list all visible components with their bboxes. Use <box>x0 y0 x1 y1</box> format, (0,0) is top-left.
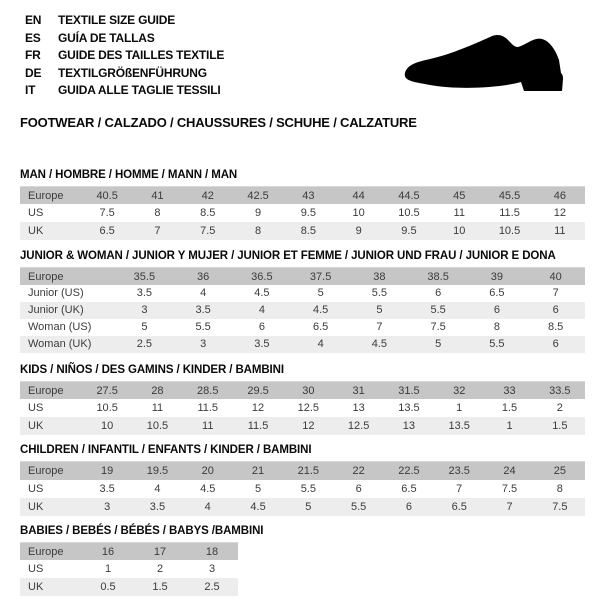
size-cell: 27.5 <box>96 384 118 397</box>
size-cell: 1.5 <box>152 581 168 594</box>
size-cell: 6.5 <box>99 225 115 238</box>
size-cell: 41 <box>151 189 164 202</box>
size-cell: 10 <box>352 207 365 220</box>
size-cell: 6 <box>405 500 412 513</box>
row-label: UK <box>28 581 44 594</box>
row-label: US <box>28 402 44 415</box>
size-cell: 1 <box>456 402 463 415</box>
size-table-babies <box>20 542 238 597</box>
size-cell: 21.5 <box>297 465 320 478</box>
size-cell: 8 <box>556 482 563 495</box>
table-row <box>20 560 238 578</box>
size-cell: 1 <box>506 420 513 433</box>
size-cell: 9 <box>355 225 362 238</box>
table-row <box>20 462 585 480</box>
size-cell: 6 <box>355 482 362 495</box>
size-cell: 3.5 <box>195 304 211 317</box>
row-label: UK <box>28 225 44 238</box>
size-cell: 19.5 <box>146 465 169 478</box>
size-table-kids <box>20 381 585 436</box>
size-cell: 6.5 <box>401 482 417 495</box>
size-cell: 1.5 <box>501 402 518 415</box>
table-row <box>20 268 585 285</box>
size-cell: 4.5 <box>254 287 270 300</box>
size-cell: 39 <box>490 270 503 283</box>
size-cell: 5 <box>141 321 148 334</box>
size-cell: 9 <box>254 207 262 220</box>
table-row <box>20 186 585 204</box>
size-cell: 5 <box>254 482 262 495</box>
row-label: UK <box>28 420 44 433</box>
size-cell: 22 <box>352 465 365 478</box>
size-cell: 31 <box>352 384 365 397</box>
size-cell: 5 <box>376 304 383 317</box>
size-cell: 7 <box>456 482 463 495</box>
size-cell: 29.5 <box>247 384 269 397</box>
size-cell: 2 <box>556 402 563 415</box>
size-cell: 1 <box>104 563 112 576</box>
table-row <box>20 578 238 596</box>
size-table-junior-woman <box>20 267 585 353</box>
row-label: Europe <box>28 189 64 202</box>
row-label: Europe <box>28 545 64 558</box>
size-cell: 4.5 <box>200 482 216 495</box>
size-cell: 7 <box>376 321 383 334</box>
size-cell: 7 <box>506 500 513 513</box>
size-cell: 11 <box>151 402 164 415</box>
section-kids <box>20 364 585 436</box>
size-cell: 5.5 <box>350 500 367 513</box>
size-cell: 38.5 <box>427 270 449 283</box>
size-cell: 6 <box>552 304 559 317</box>
size-cell: 38 <box>373 270 386 283</box>
size-cell: 7.5 <box>501 482 518 495</box>
size-cell: 5 <box>435 338 442 351</box>
size-cell: 32 <box>453 384 466 397</box>
size-cell: 13 <box>352 402 365 415</box>
size-cell: 28.5 <box>197 384 219 397</box>
table-row <box>20 399 585 417</box>
size-cell: 6 <box>258 321 265 334</box>
size-cell: 10 <box>453 225 466 238</box>
size-cell: 3.5 <box>99 482 115 495</box>
size-cell: 3 <box>208 563 216 576</box>
size-cell: 6.5 <box>489 287 505 300</box>
size-cell: 10.5 <box>398 207 420 220</box>
table-row <box>20 498 585 516</box>
size-cell: 11.5 <box>197 402 219 415</box>
size-cell: 18 <box>205 545 219 558</box>
size-cell: 43 <box>302 189 315 202</box>
language-title: TEXTILE SIZE GUIDE <box>58 13 176 27</box>
size-cell: 30 <box>302 384 315 397</box>
section-children <box>20 444 585 516</box>
language-title: TEXTILGRÖßENFÜHRUNG <box>58 65 207 80</box>
language-title: GUIDE DES TAILLES TEXTILE <box>58 48 225 63</box>
size-cell: 7 <box>154 225 161 238</box>
row-label: US <box>28 482 44 495</box>
size-cell: 45 <box>453 189 466 202</box>
size-cell: 23.5 <box>448 465 470 478</box>
size-cell: 24 <box>503 465 516 478</box>
language-code: ES <box>25 30 41 45</box>
size-cell: 10.5 <box>96 402 118 415</box>
size-cell: 3.5 <box>254 338 270 351</box>
size-cell: 28 <box>151 384 164 397</box>
size-cell: 6 <box>435 287 442 300</box>
size-cell: 3.5 <box>136 287 153 300</box>
size-cell: 2.5 <box>204 581 220 594</box>
table-row <box>20 319 585 336</box>
section-title-junior-woman: JUNIOR & WOMAN / JUNIOR Y MUJER / JUNIOR ET FEMME / JUNIOR UND FRAU / JUNIOR E DONA <box>20 250 556 263</box>
size-cell: 3 <box>141 304 148 317</box>
section-title-babies: BABIES / BEBÉS / BÉBÉS / BABYS /BAMBINI <box>20 524 264 537</box>
size-cell: 7.5 <box>200 225 216 238</box>
size-cell: 36.5 <box>251 270 273 283</box>
size-cell: 10 <box>101 420 114 433</box>
section-title-children: CHILDREN / INFANTIL / ENFANTS / KINDER / BAMBINI <box>20 444 312 457</box>
size-cell: 19 <box>101 465 114 478</box>
section-title-man: MAN / HOMBRE / HOMME / MANN / MAN <box>20 168 238 181</box>
size-cell: 5 <box>305 500 312 513</box>
size-cell: 11 <box>554 225 566 238</box>
row-label: Europe <box>28 465 64 478</box>
table-row <box>20 204 585 222</box>
size-cell: 8.5 <box>547 321 564 334</box>
row-label: Woman (UK) <box>28 338 92 351</box>
size-cell: 7 <box>552 287 559 300</box>
language-code: DE <box>25 65 42 80</box>
size-cell: 31.5 <box>398 384 420 397</box>
size-cell: 45.5 <box>498 189 521 202</box>
size-cell: 46 <box>553 189 566 202</box>
size-cell: 33.5 <box>549 384 571 397</box>
size-cell: 7.5 <box>552 500 568 513</box>
size-cell: 17 <box>153 545 167 558</box>
size-cell: 8 <box>493 321 500 334</box>
size-cell: 7.5 <box>99 207 115 220</box>
row-label: US <box>28 207 44 220</box>
dress-shoe-icon <box>402 33 568 93</box>
language-code: EN <box>25 13 42 27</box>
size-cell: 2 <box>156 563 164 576</box>
size-cell: 6 <box>493 304 500 317</box>
table-row <box>20 542 238 560</box>
row-label: Europe <box>28 384 64 397</box>
size-cell: 8 <box>254 225 262 238</box>
section-title-kids: KIDS / NIÑOS / DES GAMINS / KINDER / BAMBINI <box>20 363 284 376</box>
size-cell: 13.5 <box>398 402 420 415</box>
size-cell: 33 <box>503 384 516 397</box>
size-cell: 12.5 <box>347 420 370 433</box>
size-cell: 36 <box>197 270 210 283</box>
size-cell: 5.5 <box>489 338 505 351</box>
size-cell: 3 <box>104 500 111 513</box>
size-cell: 4.5 <box>312 304 329 317</box>
language-code: FR <box>25 48 41 63</box>
size-cell: 4 <box>317 338 324 351</box>
language-code: IT <box>25 83 36 98</box>
size-cell: 42.5 <box>247 189 269 202</box>
size-cell: 8.5 <box>200 207 216 220</box>
size-cell: 5.5 <box>195 321 211 334</box>
size-cell: 40.5 <box>96 189 118 202</box>
size-cell: 12 <box>553 207 566 220</box>
size-cell: 3.5 <box>149 500 166 513</box>
language-title: GUIDA ALLE TAGLIE TESSILI <box>58 83 221 98</box>
size-cell: 22.5 <box>398 465 420 478</box>
language-title: GUÍA DE TALLAS <box>58 30 155 45</box>
size-cell: 4 <box>258 304 265 317</box>
size-table-children <box>20 461 585 516</box>
row-label: Europe <box>28 270 64 283</box>
size-cell: 12.5 <box>297 402 320 415</box>
size-cell: 8 <box>154 207 161 220</box>
size-cell: 9.5 <box>401 225 417 238</box>
size-cell: 4 <box>154 482 161 495</box>
size-cell: 12 <box>251 402 265 415</box>
size-cell: 11 <box>453 207 465 220</box>
size-cell: 5.5 <box>430 304 446 317</box>
size-cell: 4 <box>200 287 207 300</box>
size-cell: 8.5 <box>300 225 316 238</box>
size-cell: 21 <box>251 465 265 478</box>
size-cell: 6.5 <box>312 321 329 334</box>
table-row <box>20 302 585 319</box>
size-cell: 10.5 <box>146 420 169 433</box>
size-cell: 11 <box>202 420 214 433</box>
row-label: Junior (US) <box>28 287 84 300</box>
size-cell: 20 <box>201 465 214 478</box>
size-cell: 37.5 <box>309 270 332 283</box>
section-junior-woman <box>20 250 585 353</box>
table-row <box>20 480 585 498</box>
size-cell: 6 <box>552 338 559 351</box>
size-cell: 6.5 <box>451 500 467 513</box>
size-cell: 11.5 <box>499 207 520 220</box>
row-label: Junior (UK) <box>28 304 84 317</box>
size-cell: 5 <box>317 287 324 300</box>
size-cell: 11.5 <box>247 420 269 433</box>
table-row <box>20 222 585 240</box>
table-row <box>20 285 585 302</box>
size-cell: 13.5 <box>448 420 470 433</box>
size-cell: 2.5 <box>136 338 153 351</box>
section-man <box>20 169 585 241</box>
row-label: US <box>28 563 44 576</box>
size-cell: 25 <box>553 465 566 478</box>
size-cell: 4 <box>204 500 211 513</box>
size-cell: 5.5 <box>371 287 388 300</box>
table-row <box>20 381 585 399</box>
row-label: Woman (US) <box>28 321 92 334</box>
size-table-man <box>20 186 585 241</box>
size-cell: 42 <box>201 189 214 202</box>
size-cell: 44.5 <box>398 189 420 202</box>
language-row-en <box>25 12 585 30</box>
row-label: UK <box>28 500 44 513</box>
size-cell: 7.5 <box>430 321 446 334</box>
size-cell: 13 <box>402 420 416 433</box>
size-cell: 35.5 <box>133 270 156 283</box>
size-cell: 9.5 <box>300 207 316 220</box>
size-cell: 3 <box>200 338 207 351</box>
category-title: FOOTWEAR / CALZADO / CHAUSSURES / SCHUHE / CALZATURE <box>20 114 417 130</box>
size-cell: 1.5 <box>552 420 568 433</box>
size-cell: 4.5 <box>371 338 388 351</box>
section-babies <box>20 525 585 597</box>
size-cell: 16 <box>101 545 115 558</box>
size-cell: 44 <box>352 189 365 202</box>
table-row <box>20 417 585 435</box>
size-cell: 4.5 <box>250 500 266 513</box>
size-cell: 40 <box>549 270 562 283</box>
size-cell: 0.5 <box>100 581 116 594</box>
table-row <box>20 336 585 353</box>
size-cell: 5.5 <box>300 482 316 495</box>
size-cell: 10.5 <box>498 225 521 238</box>
size-cell: 12 <box>302 420 315 433</box>
